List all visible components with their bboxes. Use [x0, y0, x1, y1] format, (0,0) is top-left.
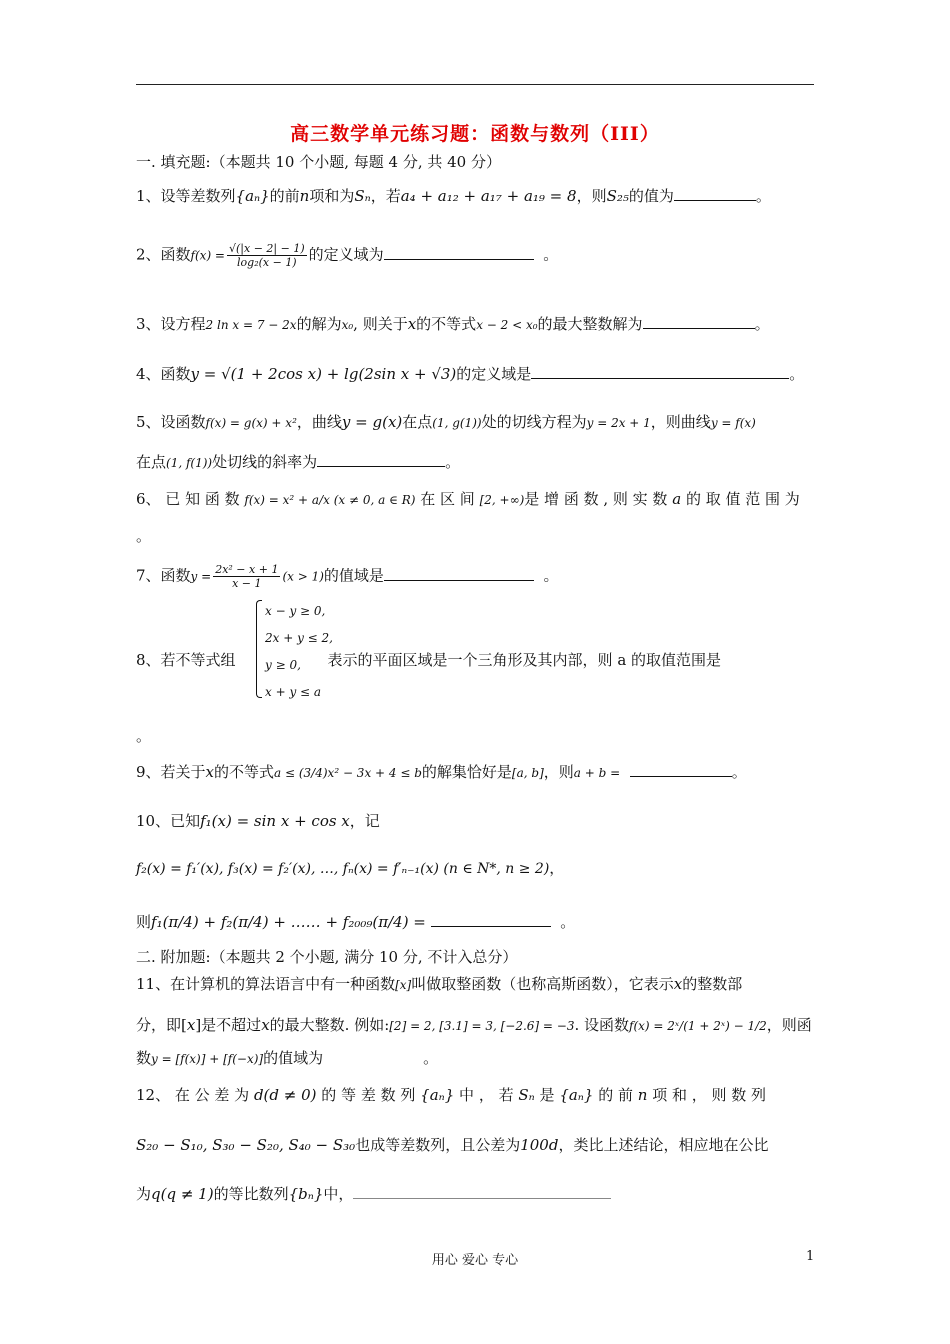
question-12-line-2: S₂₀ − S₁₀, S₃₀ − S₂₀, S₄₀ − S₃₀也成等差数列，且公差为100d，类比上述结论，相应地在公比: [136, 1136, 769, 1154]
question-10-line-3: 则f₁(π/4) + f₂(π/4) + …… + f₂₀₀₉(π/4) = 。: [136, 913, 576, 931]
header-rule: [136, 84, 814, 85]
question-11-line-1: 11、在计算机的算法语言中有一种函数[x]叫做取整函数（也称高斯函数），它表示x的整数部: [136, 975, 743, 993]
question-12-line-1: 12、 在 公 差 为 d(d ≠ 0) 的 等 差 数 列 {aₙ} 中 ， 若 Sₙ 是 {aₙ} 的 前 n 项 和 ， 则 数 列: [136, 1086, 767, 1104]
question-5-line-1: 5、设函数f(x) = g(x) + x²，曲线y = g(x)在点(1, g(1))处的切线方程为y = 2x + 1，则曲线y = f(x): [136, 413, 756, 431]
question-8: 8、若不等式组 表示的平面区域是一个三角形及其内部，则 a 的取值范围是: [136, 651, 722, 669]
inequality-system: x − y ≥ 0, 2x + y ≤ 2, y ≥ 0, x + y ≤ a: [265, 604, 333, 699]
answer-blank-4: [531, 364, 789, 379]
answer-blank-2: [384, 245, 534, 260]
question-12-line-3: 为q(q ≠ 1)的等比数列{bₙ}中，: [136, 1184, 816, 1204]
question-8-end: 。: [136, 727, 152, 745]
question-6-end: 。: [136, 527, 152, 545]
question-1: 1、设等差数列{aₙ}的前n项和为Sₙ，若a₄ + a₁₂ + a₁₇ + a₁₉ = 8，则S₂₅的值为 。: [136, 187, 771, 205]
answer-blank-5: [317, 452, 445, 467]
section-2-heading: 二. 附加题:（本题共 2 个小题, 满分 10 分, 不计入总分）: [136, 948, 518, 966]
page-footer: 用心 爱心 专心: [431, 1253, 519, 1268]
question-11-line-3: 数y = [f(x)] + [f(−x)]的值域为 。: [136, 1049, 439, 1067]
question-11-line-2: 分，即[x]是不超过x的最大整数. 例如:[2] = 2, [3.1] = 3, [−2.6] = −3. 设函数f(x) = 2ˣ/(1 + 2ˣ) − 1/2，则函: [136, 1016, 812, 1034]
system-brace: [256, 600, 262, 698]
question-2: 2、函数f(x) = $\frac{√(|x - 2| - 1)}{\text{log₂(x − 1)}}$ 的定义域为 。: [136, 242, 559, 269]
question-10-line-1: 10、已知f₁(x) = sin x + cos x，记: [136, 812, 380, 830]
question-5-line-2: 在点(1, f(1))处切线的斜率为 。: [136, 453, 461, 471]
question-10-line-2: f₂(x) = f₁′(x), f₃(x) = f₂′(x), …, fₙ(x) = f′ₙ₋₁(x) (n ∈ N*, n ≥ 2)，: [136, 859, 565, 877]
answer-blank-1: [674, 186, 756, 201]
q2-fraction: $\frac{√(|x - 2| - 1)}{\text{log₂(x − 1)}}$: [229, 242, 305, 269]
question-7: 7、函数y = $\frac{\text{2x² − x + 1}}{x - 1}$ (x > 1)的值域是 。: [136, 563, 559, 590]
question-9: 9、若关于x的不等式a ≤ (3/4)x² − 3x + 4 ≤ b的解集恰好是[a, b]，则a + b = 。: [136, 763, 747, 781]
answer-blank-12: [353, 1184, 611, 1199]
answer-blank-10: [431, 912, 551, 927]
answer-blank-3: [643, 314, 755, 329]
page-title: 高三数学单元练习题：函数与数列（III）: [290, 123, 660, 145]
q7-fraction: $\frac{\text{2x² − x + 1}}{x - 1}$: [215, 563, 279, 590]
section-1-heading: 一. 填充题:（本题共 10 个小题, 每题 4 分, 共 40 分）: [136, 153, 501, 171]
answer-blank-9: [630, 762, 732, 777]
page-number: 1: [806, 1249, 815, 1264]
answer-blank-7: [384, 566, 534, 581]
question-6: 6、 已 知 函 数 f(x) = x² + a/x (x ≠ 0, a ∈ R) 在 区 间 [2, +∞)是 增 函 数 , 则 实 数 a 的 取 值 范 围 为: [136, 490, 800, 508]
question-4: 4、函数y = √(1 + 2cos x) + lg(2sin x + √3)的定义域是 。: [136, 365, 805, 383]
question-3: 3、设方程2 ln x = 7 − 2x的解为x₀, 则关于x的不等式x − 2 < x₀的最大整数解为 。: [136, 315, 770, 333]
